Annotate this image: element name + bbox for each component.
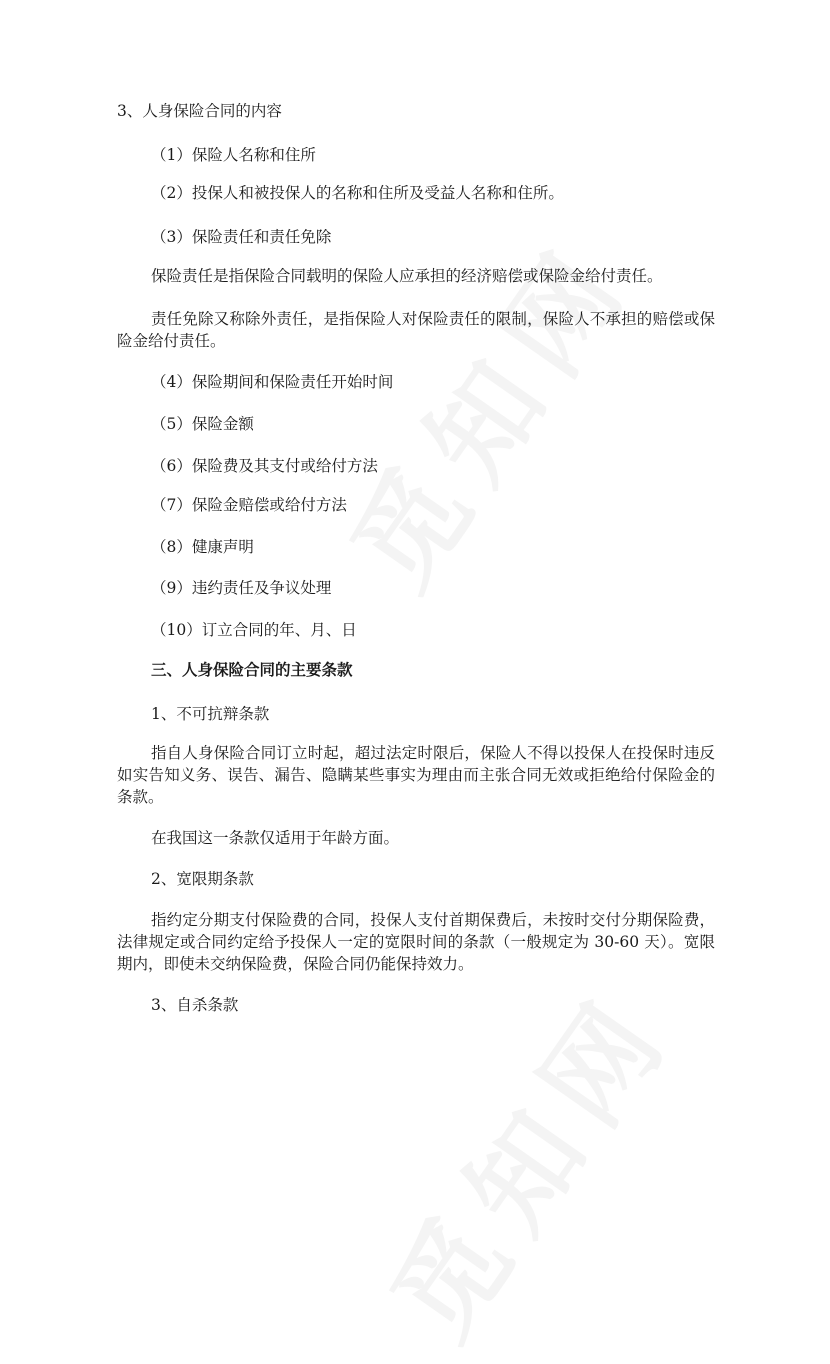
clause-3-title: 3、自杀条款 (151, 996, 239, 1014)
clause-1-paragraph: 指自人身保险合同订立时起，超过法定时限后，保险人不得以投保人在投保时违反如实告知义务、误告、漏告、隐瞒某些事实为理由而主张合同无效或拒绝给付保险金的条款。 (117, 744, 715, 806)
list-item-3: （3）保险责任和责任免除 (151, 228, 332, 246)
list-item-5: （5）保险金额 (151, 415, 254, 433)
list-item-7: （7）保险金赔偿或给付方法 (151, 496, 347, 514)
section-title-main-clauses: 三、人身保险合同的主要条款 (151, 660, 353, 679)
clause-1-title: 1、不可抗辩条款 (151, 705, 270, 723)
list-item-10: （10）订立合同的年、月、日 (151, 621, 357, 639)
clause-1-note: 在我国这一条款仅适用于年龄方面。 (151, 829, 400, 847)
list-item-1: （1）保险人名称和住所 (151, 146, 316, 164)
list-item-9: （9）违约责任及争议处理 (151, 579, 332, 597)
paragraph-liability: 保险责任是指保险合同载明的保险人应承担的经济赔偿或保险金给付责任。 (151, 267, 663, 285)
heading-contract-content: 3、人身保险合同的内容 (117, 102, 282, 120)
clause-2-paragraph: 指约定分期支付保险费的合同，投保人支付首期保费后，未按时交付分期保险费，法律规定或合同约定给予投保人一定的宽限时间的条款（一般规定为 30-60 天）。宽限期内，即使未交纳保险费，保险合同仍能保持效力。 (117, 911, 715, 973)
list-item-2: （2）投保人和被投保人的名称和住所及受益人名称和住所。 (151, 184, 564, 202)
list-item-8: （8）健康声明 (151, 538, 254, 556)
paragraph-exemption: 责任免除又称除外责任，是指保险人对保险责任的限制，保险人不承担的赔偿或保险金给付责任。 (117, 310, 715, 350)
list-item-6: （6）保险费及其支付或给付方法 (151, 457, 378, 475)
watermark-bottom (348, 954, 701, 1364)
list-item-4: （4）保险期间和保险责任开始时间 (151, 373, 394, 391)
clause-2-title: 2、宽限期条款 (151, 870, 254, 888)
